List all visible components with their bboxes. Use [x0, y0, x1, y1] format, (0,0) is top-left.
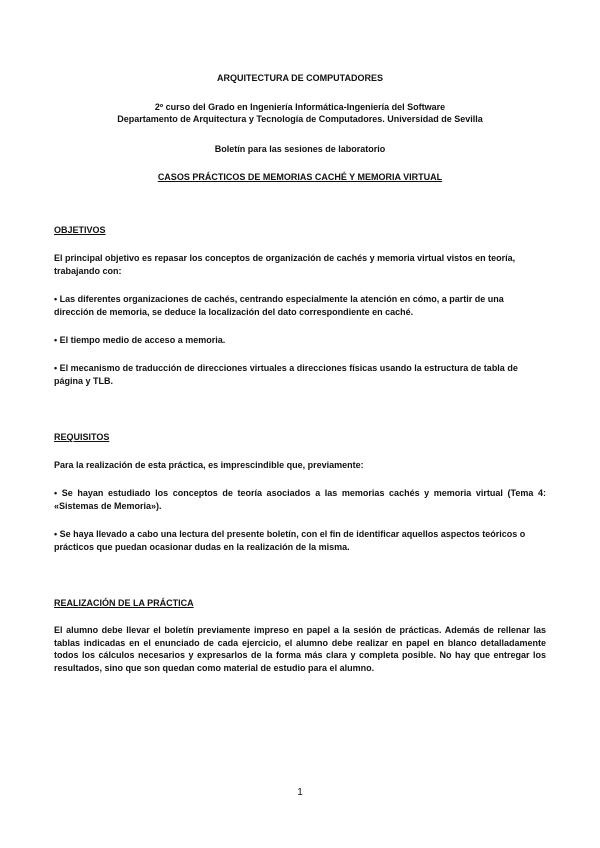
- section-title-requisitos: REQUISITOS: [54, 432, 110, 442]
- document-title: ARQUITECTURA DE COMPUTADORES: [217, 73, 383, 83]
- department-line: Departamento de Arquitectura y Tecnología de Computadores. Universidad de Sevilla: [117, 114, 483, 124]
- section-title-objetivos: OBJETIVOS: [54, 225, 106, 235]
- requisitos-bullet-1: • Se hayan estudiado los conceptos de teoría asociados a las memorias cachés y memoria virtual (Tema 4: «Sistemas de Memoria»).: [54, 488, 546, 511]
- objetivos-bullet-1: • Las diferentes organizaciones de cachés, centrando especialmente la atención en cómo, a partir de una dirección de memoria, se deduce la localización del dato correspondiente en caché.: [54, 294, 504, 317]
- course-line: 2º curso del Grado en Ingeniería Informática-Ingeniería del Software: [154, 102, 446, 112]
- bulletin-line: Boletín para las sesiones de laboratorio: [214, 144, 386, 154]
- page-number: 1: [297, 787, 303, 798]
- requisitos-intro: Para la realización de esta práctica, es imprescindible que, previamente:: [54, 460, 364, 470]
- objetivos-bullet-2: • El tiempo medio de acceso a memoria.: [54, 335, 226, 345]
- realizacion-text: El alumno debe llevar el boletín previamente impreso en papel a la sesión de prácticas. Además de rellenar las tablas indicadas en el enunciado de cada ejercicio, el alumno debe realizar en papel en blanco detalladamente todos los cálculos necesarios y expresarlos de la forma más clara y completa posible. No hay que entregar los resultados, sino que son quedan como material de estudio para el alumno.: [54, 625, 546, 673]
- requisitos-bullet-2: • Se haya llevado a cabo una lectura del presente boletín, con el fin de identificar aquellos aspectos teóricos o prácticos que puedan ocasionar dudas en la realización de la misma.: [54, 529, 526, 552]
- objetivos-bullet-3: • El mecanismo de traducción de direcciones virtuales a direcciones físicas usando la estructura de tabla de página y TLB.: [54, 363, 518, 386]
- objetivos-intro: El principal objetivo es repasar los conceptos de organización de cachés y memoria virtual vistos en teoría, trabajando con:: [54, 253, 516, 276]
- cases-title: CASOS PRÁCTICOS DE MEMORIAS CACHÉ Y MEMORIA VIRTUAL: [157, 172, 443, 182]
- section-title-realizacion: REALIZACIÓN DE LA PRÁCTICA: [54, 598, 194, 608]
